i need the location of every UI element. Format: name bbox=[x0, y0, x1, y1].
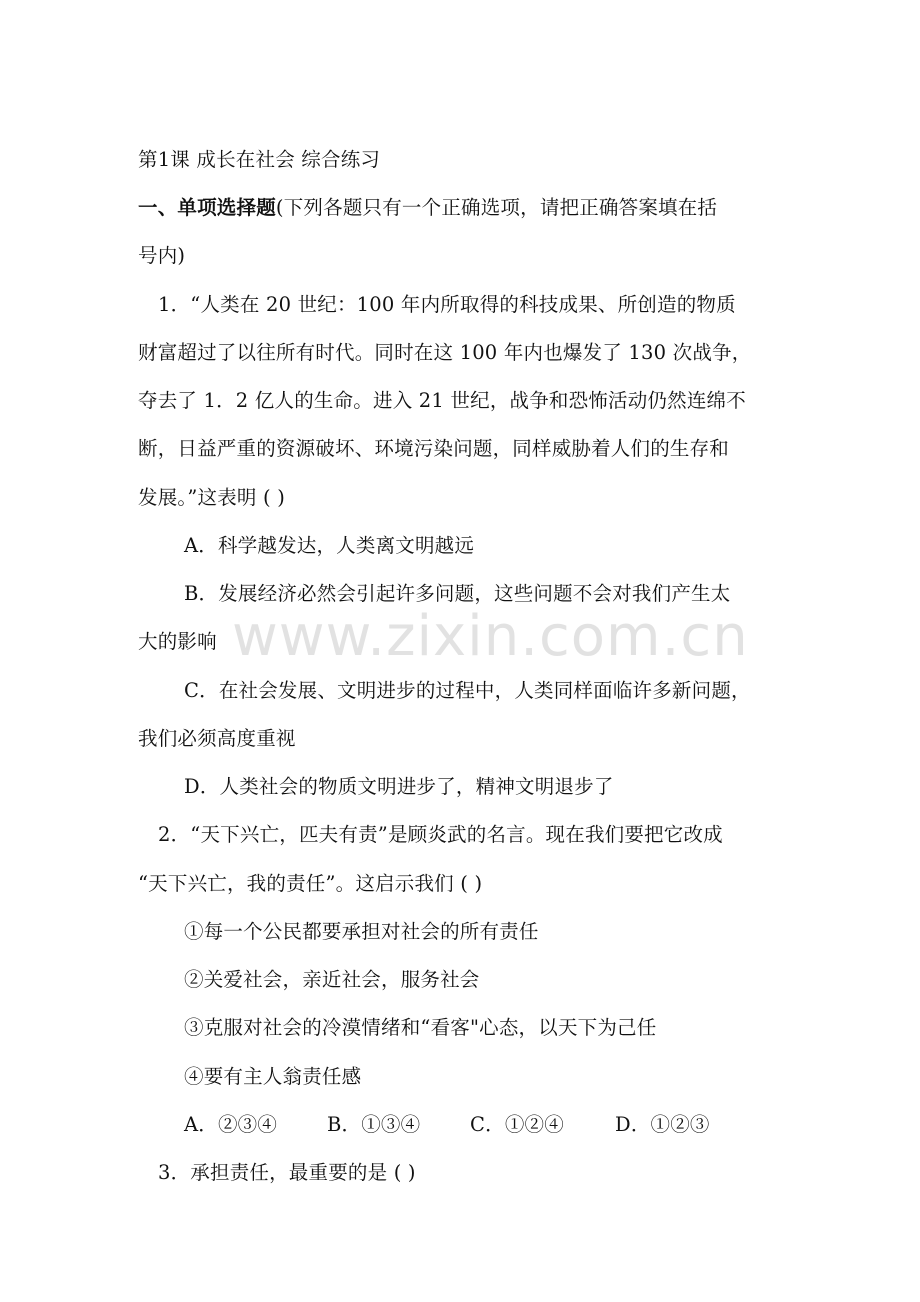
q2-line-2: “天下兴亡，我的责任”。这启示我们 ( ) bbox=[138, 872, 483, 895]
q1-option-b: B．发展经济必然会引起许多问题，这些问题不会对我们产生太 bbox=[184, 582, 731, 605]
q1-option-c: C．在社会发展、文明进步的过程中，人类同样面临许多新问题， bbox=[184, 679, 751, 702]
section-heading: 一、单项选择题 bbox=[138, 196, 276, 219]
q1-option-d: D．人类社会的物质文明进步了，精神文明退步了 bbox=[184, 775, 614, 798]
q1-option-a: A．科学越发达，人类离文明越远 bbox=[184, 534, 475, 557]
q2-item-1: ①每一个公民都要承担对社会的所有责任 bbox=[184, 920, 539, 943]
watermark: www.zixin.com.cn bbox=[232, 604, 749, 669]
q2-choice-c: C．①②④ bbox=[470, 1113, 564, 1136]
q1-line-5: 发展。”这表明 ( ) bbox=[138, 486, 286, 509]
q1-line-4: 断，日益严重的资源破坏、环境污染问题，同样威胁着人们的生存和 bbox=[138, 437, 730, 460]
q1-line-2: 财富超过了以往所有时代。同时在这 100 年内也爆发了 130 次战争， bbox=[138, 341, 752, 364]
q1-option-b-cont: 大的影响 bbox=[138, 630, 217, 653]
q2-line-1: 2．“天下兴亡，匹夫有责”是顾炎武的名言。现在我们要把它改成 bbox=[158, 823, 723, 846]
q2-choices bbox=[184, 1111, 710, 1139]
q2-item-4: ④要有主人翁责任感 bbox=[184, 1065, 362, 1088]
q2-item-3: ③克服对社会的冷漠情绪和“看客"心态，以天下为己任 bbox=[184, 1016, 657, 1039]
q1-line-1: 1．“人类在 20 世纪：100 年内所取得的科技成果、所创造的物质 bbox=[158, 293, 736, 316]
section-instruction: (下列各题只有一个正确选项，请把正确答案填在括 bbox=[275, 196, 718, 219]
q2-item-2: ②关爱社会，亲近社会，服务社会 bbox=[184, 968, 480, 991]
q2-choice-a: A．②③④ bbox=[184, 1113, 278, 1136]
q3-line-1: 3．承担责任，最重要的是 ( ) bbox=[158, 1161, 416, 1184]
q1-line-3: 夺去了 1．2 亿人的生命。进入 21 世纪，战争和恐怖活动仍然连绵不 bbox=[138, 389, 746, 412]
q2-choice-d: D．①②③ bbox=[615, 1113, 710, 1136]
q2-choice-b: B．①③④ bbox=[327, 1113, 421, 1136]
section-instruction-cont: 号内) bbox=[138, 244, 186, 267]
section-heading-line bbox=[138, 194, 717, 222]
lesson-title: 第1课 成长在社会 综合练习 bbox=[138, 148, 381, 171]
q1-option-c-cont: 我们必须高度重视 bbox=[138, 727, 296, 750]
